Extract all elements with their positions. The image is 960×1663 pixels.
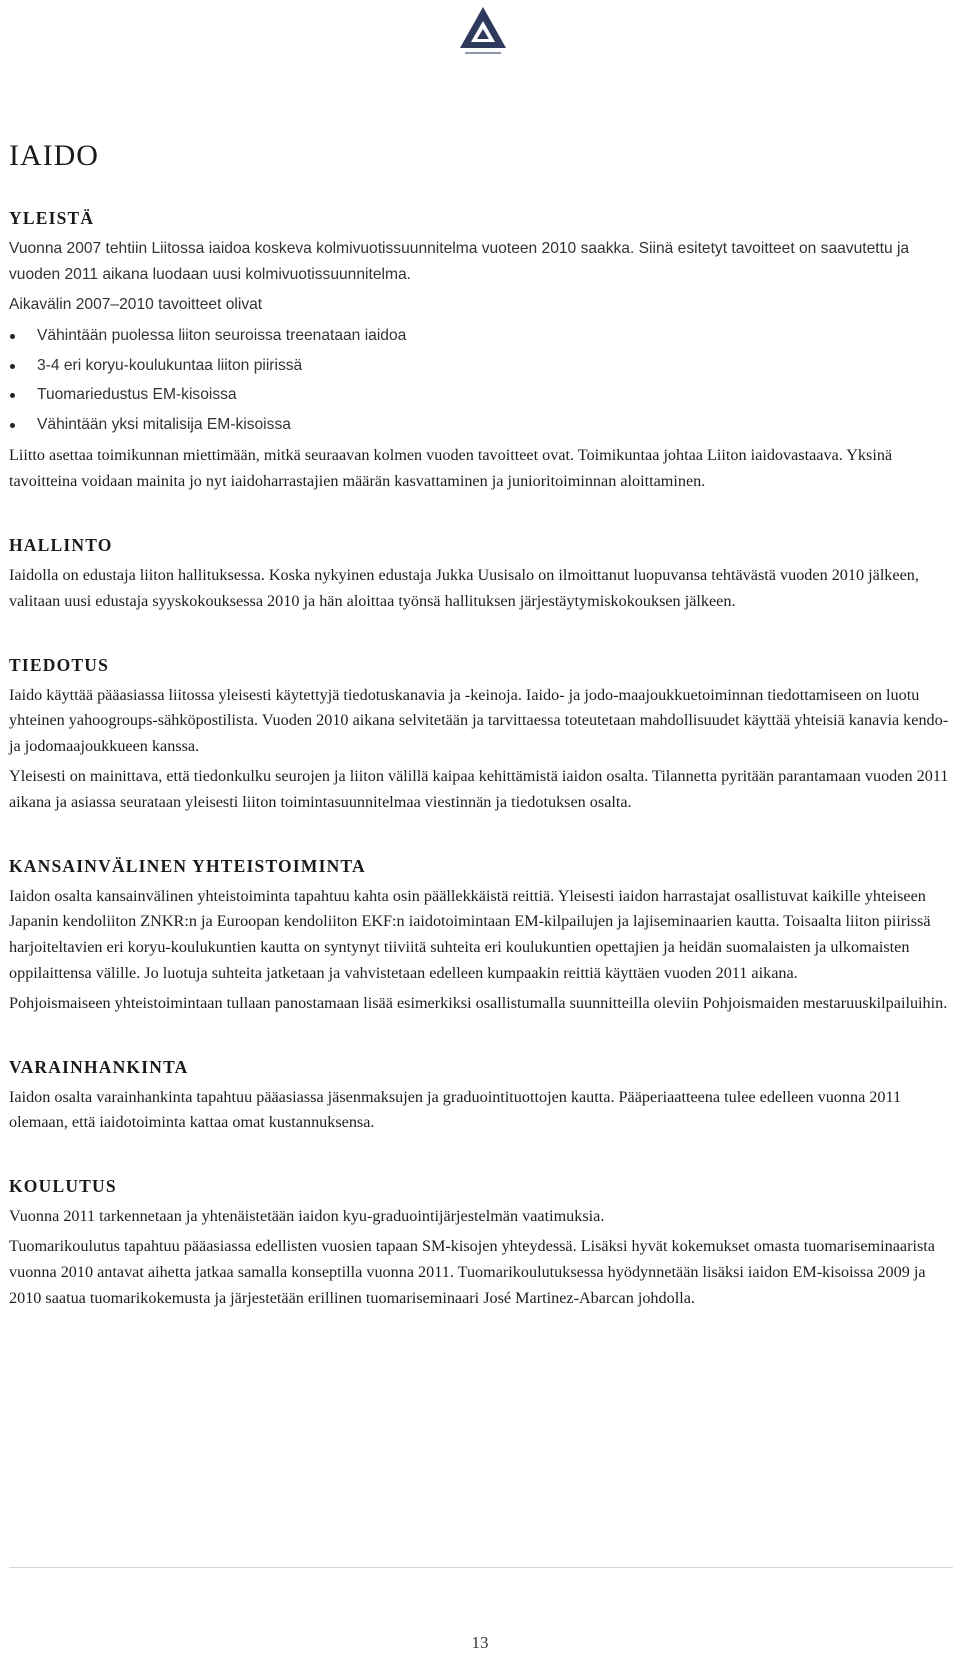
- section-heading-kansainvalinen: KANSAINVÄLINEN YHTEISTOIMINTA: [9, 855, 366, 876]
- page-number: 13: [471, 1633, 489, 1652]
- paragraph: Vuonna 2011 tarkennetaan ja yhtenäistetään iaidon kyu-graduointijärjestelmän vaatimuksia.: [9, 1207, 605, 1226]
- section-heading-varainhankinta: VARAINHANKINTA: [9, 1056, 189, 1077]
- list-item: 3-4 eri koryu-koulukuntaa liiton piirissä: [9, 351, 953, 381]
- section-varainhankinta: [9, 1057, 953, 1137]
- list-item: Vähintään yksi mitalisija EM-kisoissa: [9, 410, 953, 440]
- paragraph: Iaidon osalta varainhankinta tapahtuu pääasiassa jäsenmaksujen ja graduointituottojen kautta. Pääperiaatteena tulee edelleen vuonna 2011 olemaan, että iaidotoiminta kattaa omat kustannuksensa.: [9, 1087, 902, 1132]
- goal-list: [9, 321, 953, 439]
- section-heading-yleista: YLEISTÄ: [9, 208, 95, 228]
- association-triangle-logo-icon: [455, 4, 511, 60]
- section-koulutus: [9, 1176, 953, 1311]
- section-heading-koulutus: KOULUTUS: [9, 1176, 117, 1197]
- list-item: Tuomariedustus EM-kisoissa: [9, 380, 953, 410]
- document-content: [9, 138, 953, 1315]
- section-yleista-cont: [9, 321, 953, 495]
- paragraph: Iaidon osalta kansainvälinen yhteistoiminta tapahtuu kahta osin päällekkäistä reittiä. Yleisesti iaidon harrastajat osallistuvat kaikille yhteiseen Japanin kendoliiton ZNKR:n ja Euroopan kendoliiton EKF:n iaidotoimintaan EM-kilpailujen ja lajiseminaarien kautta. Toisaalta liiton piirissä harjoiteltavien eri koryu-koulukuntien kautta on syntynyt tiiviitä suhteita eri koulukuntien opettajien ja heidän suomalaisten ja ulkomaisten oppilaittensa välille. Jo luotuja suhteita jatketaan ja vahvistetaan edelleen kumpaakin reittiä käyttäen vuoden 2011 aikana.: [9, 886, 931, 982]
- paragraph: Liitto asettaa toimikunnan miettimään, mitkä seuraavan kolmen vuoden tavoitteet ovat. Toimikuntaa johtaa Liiton iaidovastaava. Yksinä tavoitteina voidaan mainita jo nyt iaidoharrastajien määrän kasvattaminen ja junioritoiminnan aloittaminen.: [9, 446, 893, 491]
- paragraph: Vuonna 2007 tehtiin Liitossa iaidoa koskeva kolmivuotissuunnitelma vuoteen 2010 saakka. Siinä esitetyt tavoitteet on saavutettu ja vuoden 2011 aikana luodaan uusi kolmivuotissuunnitelma.: [9, 240, 910, 283]
- paragraph: Aikavälin 2007–2010 tavoitteet olivat: [9, 295, 263, 313]
- paragraph: Iaido käyttää pääasiassa liitossa yleisesti käytettyjä tiedotuskanavia ja -keinoja. Iaido- ja jodo-maajoukkuetoiminnan tiedottamiseen on luotu yhteinen yahoogroups-sähköpostilista. Vuoden 2010 aikana selvitetään ja tarvittaessa toteutetaan mahdollisuudet käyttää yhteisiä kanavia kendo- ja jodomaajoukkueen kanssa.: [9, 685, 949, 756]
- footer-divider: [9, 1567, 953, 1568]
- paragraph: Yleisesti on mainittava, että tiedonkulku seurojen ja liiton välillä kaipaa kehittämistä iaidon osalta. Tilannetta pyritään parantamaan vuoden 2011 aikana ja asiassa seurataan yleisesti liiton toimintasuunnitelmaa viestinnän ja tiedotuksen osalta.: [9, 766, 949, 811]
- section-tiedotus: [9, 655, 953, 816]
- paragraph: Iaidolla on edustaja liiton hallituksessa. Koska nykyinen edustaja Jukka Uusisalo on ilmoittanut luopuvansa tehtävästä vuoden 2010 jälkeen, valitaan uusi edustaja syyskokouksessa 2010 ja hän aloittaa työnsä hallituksen järjestäytymiskokouksen jälkeen.: [9, 565, 919, 610]
- section-hallinto: [9, 535, 953, 615]
- section-heading-tiedotus: TIEDOTUS: [9, 654, 110, 675]
- section-heading-hallinto: HALLINTO: [9, 534, 113, 555]
- page-title: IAIDO: [9, 139, 99, 172]
- list-item: Vähintään puolessa liiton seuroissa treenataan iaidoa: [9, 321, 953, 351]
- paragraph: Pohjoismaiseen yhteistoimintaan tullaan panostamaan lisää esimerkiksi osallistumalla suunnitteilla oleviin Pohjoismaiden mestaruuskilpailuihin.: [9, 993, 948, 1012]
- paragraph: Tuomarikoulutus tapahtuu pääasiassa edellisten vuosien tapaan SM-kisojen yhteydessä. Lisäksi hyvät kokemukset omasta tuomariseminaarista vuonna 2010 antavat aihetta jatkaa samalla konseptilla vuonna 2011. Tuomarikoulutuksessa hyödynnetään lisäksi iaidon EM-kisoissa 2009 ja 2010 saatua tuomarikokemusta ja järjestetään erillinen tuomariseminaari José Martinez-Abarcan johdolla.: [9, 1236, 935, 1307]
- section-yleista: [9, 208, 953, 317]
- section-kansainvalinen: [9, 856, 953, 1017]
